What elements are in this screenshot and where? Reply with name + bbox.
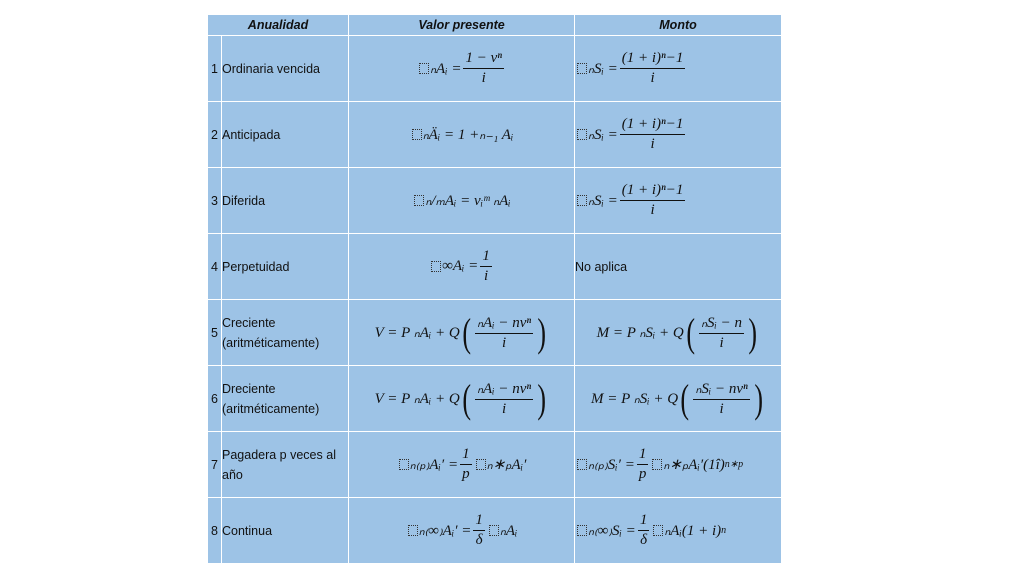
header-monto: Monto (575, 15, 782, 36)
fraction: $\frac{1}{\delta}$ (475, 512, 483, 548)
row-number: 4 (208, 234, 222, 300)
fraction: $\frac{1}{p}$ (638, 446, 647, 482)
amount-formula: M = P ₙSᵢ + Q ( $\frac{\text{ₙSᵢ − n}}{i}$ ) (575, 300, 782, 366)
table-row (208, 366, 782, 432)
fraction: $\frac{\text{ₙSᵢ − nvⁿ}}{i}$ (695, 381, 748, 417)
placeholder-box-icon (412, 129, 422, 140)
placeholder-box-icon (577, 195, 587, 206)
right-paren: ) (537, 375, 547, 421)
placeholder-box-icon (577, 63, 587, 74)
table-row (208, 36, 782, 102)
placeholder-box-icon (577, 525, 587, 536)
amount-formula: ₙ₍ₚ₎Sᵢ′ = $\frac{1}{p}$ ₙ∗ₚAᵢ′(1î) n∗p (575, 432, 782, 498)
table-row (208, 168, 782, 234)
fraction: $\frac{\text{ₙAᵢ − nvⁿ}}{i}$ (477, 381, 532, 417)
fraction: $\frac{\text{(1 + i)ⁿ−1}}{i}$ (621, 182, 684, 218)
annuity-name: Dreciente (aritméticamente) (222, 366, 349, 432)
amount-formula: M = P ₙSᵢ + Q ( $\frac{\text{ₙSᵢ − nvⁿ}}{i}$ ) (575, 366, 782, 432)
fraction: $\frac{\text{(1 + i)ⁿ−1}}{i}$ (621, 50, 684, 86)
left-paren: ( (680, 375, 690, 421)
amount-formula: ₙSᵢ = $\frac{\text{(1 + i)ⁿ−1}}{i}$ (575, 36, 782, 102)
placeholder-box-icon (408, 525, 418, 536)
fraction: $\frac{1}{i}$ (482, 248, 490, 284)
left-paren: ( (462, 309, 471, 355)
annuity-formulas-table (207, 14, 782, 564)
present-value-formula: ∞Aᵢ = $\frac{1}{i}$ (349, 234, 575, 300)
placeholder-box-icon (419, 63, 429, 74)
present-value-formula: V = P ₙAᵢ + Q ( $\frac{\text{ₙAᵢ − nvⁿ}}{i}$ ) (349, 300, 575, 366)
table-row (208, 102, 782, 168)
table-row (208, 234, 782, 300)
fraction: $\frac{\text{1 − vⁿ}}{i}$ (465, 50, 502, 86)
table-row (208, 498, 782, 564)
annuity-name: Continua (222, 498, 349, 564)
amount-not-applicable: No aplica (575, 234, 782, 300)
annuity-name: Perpetuidad (222, 234, 349, 300)
table-row (208, 432, 782, 498)
row-number: 7 (208, 432, 222, 498)
amount-formula: ₙ₍∞₎Sᵢ = $\frac{1}{\delta}$ ₙAᵢ(1 + i) n (575, 498, 782, 564)
amount-formula: ₙSᵢ = $\frac{\text{(1 + i)ⁿ−1}}{i}$ (575, 168, 782, 234)
placeholder-box-icon (577, 129, 587, 140)
annuity-name: Pagadera p veces al año (222, 432, 349, 498)
present-value-formula: ₙ₍ₚ₎Aᵢ′ = $\frac{1}{p}$ ₙ∗ₚAᵢ′ (349, 432, 575, 498)
left-paren: ( (462, 375, 471, 421)
fraction: $\frac{\text{(1 + i)ⁿ−1}}{i}$ (621, 116, 684, 152)
fraction: $\frac{\text{ₙSᵢ − n}}{i}$ (701, 315, 743, 351)
header-anualidad: Anualidad (208, 15, 349, 36)
annuity-name: Ordinaria vencida (222, 36, 349, 102)
fraction: $\frac{1}{\delta}$ (639, 512, 648, 548)
placeholder-box-icon (399, 459, 409, 470)
table-row (208, 300, 782, 366)
right-paren: ) (754, 375, 763, 421)
placeholder-box-icon (653, 525, 663, 536)
placeholder-box-icon (652, 459, 662, 470)
left-paren: ( (686, 309, 695, 355)
annuity-name: Diferida (222, 168, 349, 234)
amount-formula: ₙSᵢ = $\frac{\text{(1 + i)ⁿ−1}}{i}$ (575, 102, 782, 168)
placeholder-box-icon (431, 261, 441, 272)
header-valor-presente: Valor presente (349, 15, 575, 36)
placeholder-box-icon (476, 459, 486, 470)
row-number: 3 (208, 168, 222, 234)
present-value-formula: ₙ/ₘAᵢ = vᵢᵐ ₙAᵢ (349, 168, 575, 234)
placeholder-box-icon (577, 459, 587, 470)
row-number: 5 (208, 300, 222, 366)
present-value-formula: ₙ₍∞₎Aᵢ′ = $\frac{1}{\delta}$ ₙAᵢ (349, 498, 575, 564)
fraction: $\frac{1}{p}$ (462, 446, 470, 482)
right-paren: ) (748, 309, 758, 355)
present-value-formula: ₙÄᵢ = 1 +ₙ₋₁ Aᵢ (349, 102, 575, 168)
table-header-row (208, 15, 782, 36)
row-number: 1 (208, 36, 222, 102)
present-value-formula: V = P ₙAᵢ + Q ( $\frac{\text{ₙAᵢ − nvⁿ}}{i}$ ) (349, 366, 575, 432)
row-number: 6 (208, 366, 222, 432)
fraction: $\frac{\text{ₙAᵢ − nvⁿ}}{i}$ (477, 315, 532, 351)
annuity-name: Anticipada (222, 102, 349, 168)
annuity-name: Creciente (aritméticamente) (222, 300, 349, 366)
present-value-formula: ₙAᵢ = $\frac{\text{1 − vⁿ}}{i}$ (349, 36, 575, 102)
placeholder-box-icon (489, 525, 499, 536)
placeholder-box-icon (414, 195, 424, 206)
right-paren: ) (537, 309, 547, 355)
row-number: 2 (208, 102, 222, 168)
row-number: 8 (208, 498, 222, 564)
